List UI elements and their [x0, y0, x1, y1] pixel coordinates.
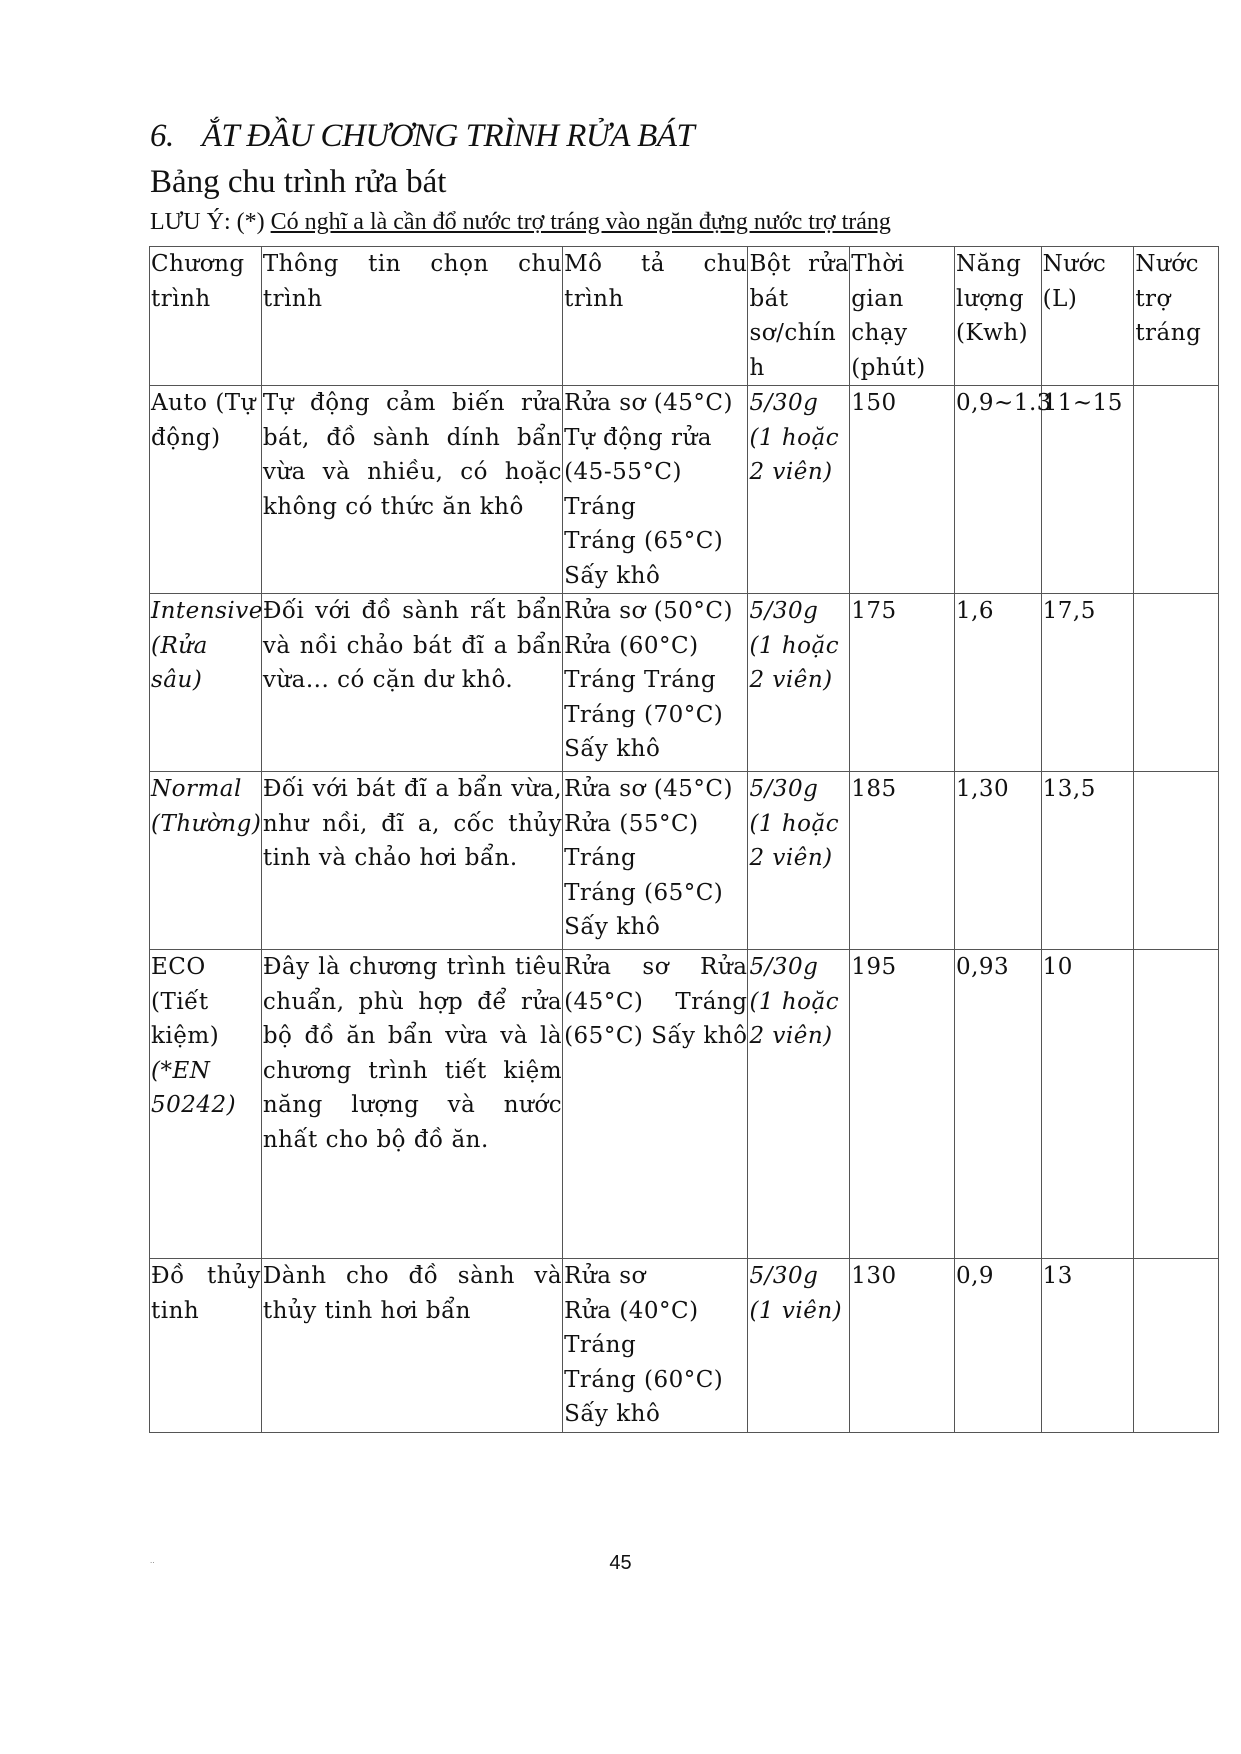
- table-row: [150, 1259, 1219, 1433]
- water-cell: 13: [1041, 1259, 1134, 1433]
- info-cell: Dành cho đồ sành và thủy tinh hơi bẩn: [261, 1259, 562, 1433]
- wash-cycle-table: [149, 246, 1219, 1433]
- page-number: 45: [609, 1552, 632, 1574]
- program-cell: Đồ thủy tinh: [150, 1259, 262, 1433]
- water-cell: 17,5: [1041, 594, 1134, 772]
- detergent-cell: 5/30g (1 hoặc 2 viên): [748, 386, 850, 594]
- program-cell: Normal (Thường): [150, 772, 262, 950]
- energy-cell: 1,6: [954, 594, 1041, 772]
- runtime-cell: 175: [850, 594, 955, 772]
- table-header-row: [150, 247, 1219, 386]
- water-cell: 11~15: [1041, 386, 1134, 594]
- runtime-cell: 185: [850, 772, 955, 950]
- program-cell: Intensive (Rửa sâu): [150, 594, 262, 772]
- water-cell: 13,5: [1041, 772, 1134, 950]
- step: Tráng: [564, 845, 637, 871]
- table-title: Bảng chu trình rửa bát: [150, 164, 447, 200]
- step: Tráng (65°C): [564, 528, 724, 554]
- info-cell: Tự động cảm biến rửa bát, đồ sành dính bẩn vừa và nhiều, có hoặc không có thức ăn khô: [261, 386, 562, 594]
- step: Rửa sơ: [564, 1263, 646, 1289]
- program-name: ECO (Tiết kiệm): [151, 954, 220, 1049]
- header-detergent: Bột rửa bát sơ/chín h: [748, 247, 850, 386]
- description-cell: [563, 594, 748, 772]
- step: Rửa sơ (45°C): [564, 776, 734, 802]
- runtime-cell: 195: [850, 950, 955, 1259]
- header-description: Mô tả chu trình: [563, 247, 748, 386]
- energy-cell: 0,9~1.3: [954, 386, 1041, 594]
- info-cell: Đối với đồ sành rất bẩn và nồi chảo bát đĩ a bẩn vừa... có cặn dư khô.: [261, 594, 562, 772]
- rinse-aid-cell: [1134, 594, 1219, 772]
- runtime-cell: 130: [850, 1259, 955, 1433]
- detergent-cell: 5/30g (1 hoặc 2 viên): [748, 950, 850, 1259]
- note-prefix: LƯU Ý: (*): [150, 209, 271, 235]
- description-cell: [563, 386, 748, 594]
- note: [150, 209, 891, 236]
- energy-cell: 0,9: [954, 1259, 1041, 1433]
- table-row: [150, 594, 1219, 772]
- section-heading: [150, 118, 694, 155]
- section-title: ẮT ĐẦU CHƯƠNG TRÌNH RỬA BÁT: [201, 118, 695, 154]
- info-cell: Đối với bát đĩ a bẩn vừa, như nồi, đĩ a, cốc thủy tinh và chảo hơi bẩn.: [261, 772, 562, 950]
- step: Tráng Tráng: [564, 667, 717, 693]
- note-text: Có nghĩ a là cần đổ nước trợ tráng vào ngăn đựng nước trợ tráng: [270, 209, 891, 235]
- header-water: Nước (L): [1041, 247, 1134, 386]
- water-cell: 10: [1041, 950, 1134, 1259]
- step: Sấy khô: [564, 914, 661, 940]
- step: Sấy khô: [564, 736, 661, 762]
- step: Rửa (55°C): [564, 810, 699, 837]
- header-rinse-aid: Nước trợ tráng: [1134, 247, 1219, 386]
- header-energy: Năng lượng (Kwh): [954, 247, 1041, 386]
- step: Rửa sơ (50°C): [564, 598, 734, 624]
- step: Tráng: [564, 493, 637, 520]
- rinse-aid-cell: [1134, 386, 1219, 594]
- program-cell: Auto (Tự động): [150, 386, 262, 594]
- description-cell: [563, 772, 748, 950]
- rinse-aid-cell: [1134, 950, 1219, 1259]
- header-info: Thông tin chọn chu trình: [261, 247, 562, 386]
- rinse-aid-cell: [1134, 772, 1219, 950]
- header-runtime: Thời gian chạy (phút): [850, 247, 955, 386]
- runtime-cell: 150: [850, 386, 955, 594]
- info-cell: Đây là chương trình tiêu chuẩn, phù hợp để rửa bộ đồ ăn bẩn vừa và là chương trình tiết kiệm năng lượng và nước nhất cho bộ đồ ăn.: [261, 950, 562, 1259]
- step: Tự động rửa (45-55°C): [564, 424, 712, 485]
- section-number: 6.: [150, 118, 174, 154]
- step: Sấy khô: [564, 562, 661, 589]
- detergent-cell: 5/30g (1 hoặc 2 viên): [748, 772, 850, 950]
- description-cell: [563, 1259, 748, 1433]
- table-row: [150, 386, 1219, 594]
- step: Tráng (65°C): [564, 879, 724, 906]
- table-row: [150, 950, 1219, 1259]
- detergent-cell: 5/30g (1 viên): [748, 1259, 850, 1433]
- step: Sấy khô: [564, 1401, 661, 1427]
- description-cell: Rửa sơ Rửa (45°C) Tráng (65°C) Sấy khô: [563, 950, 748, 1259]
- step: Rửa (40°C): [564, 1297, 699, 1324]
- step: Rửa sơ (45°C): [564, 390, 734, 416]
- energy-cell: 1,30: [954, 772, 1041, 950]
- header-program: Chương trình: [150, 247, 262, 386]
- rinse-aid-cell: [1134, 1259, 1219, 1433]
- program-cell: [150, 950, 262, 1259]
- program-standard: (*EN 50242): [151, 1057, 237, 1118]
- footer-mark: ..: [150, 1556, 155, 1565]
- detergent-cell: 5/30g (1 hoặc 2 viên): [748, 594, 850, 772]
- step: Tráng: [564, 1332, 637, 1358]
- step: Tráng (70°C): [564, 701, 724, 728]
- step: Tráng (60°C): [564, 1366, 724, 1393]
- energy-cell: 0,93: [954, 950, 1041, 1259]
- table-row: [150, 772, 1219, 950]
- step: Rửa (60°C): [564, 632, 699, 659]
